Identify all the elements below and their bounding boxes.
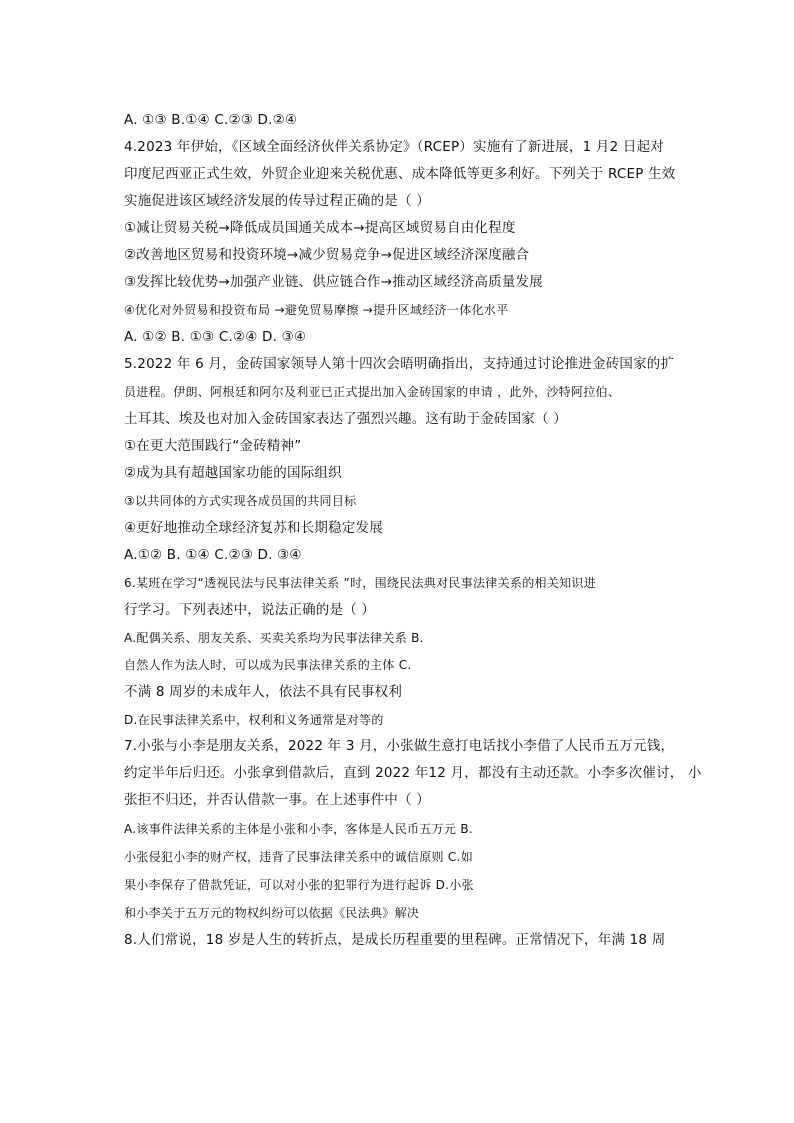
q4-stem-line-1: 4.2023 年伊始，《区域全面经济伙伴关系协定》（RCEP）实施有了新进展，1 月2 日起对	[124, 139, 664, 155]
q4-option-3: ③发挥比较优势→加强产业链、供应链合作→推动区域经济高质量发展	[124, 274, 543, 290]
q5-answer-options: A.①② B. ①④ C.②③ D. ③④	[124, 547, 302, 563]
q6-option-b: 自然人作为法人时，可以成为民事法律关系的主体 C.	[124, 658, 412, 672]
q7-stem-line-3: 张拒不归还，并否认借款一事。在上述事件中（ ）	[124, 792, 430, 808]
q5-option-2: ②成为具有超越国家功能的国际组织	[124, 465, 342, 481]
q7-option-a: A.该事件法律关系的主体是小张和小李，客体是人民币五万元 B.	[124, 822, 473, 836]
q3-answer-options: A. ①③ B.①④ C.②③ D.②④	[124, 112, 298, 128]
q5-stem-line-2: 员进程。伊朗、阿根廷和阿尔及利亚已正式提出加入金砖国家的申请 ，此外，沙特阿拉伯、	[124, 385, 621, 399]
q5-option-3: ③以共同体的方式实现各成员国的共同目标	[124, 494, 357, 508]
q4-answer-options: A. ①② B. ①③ C.②④ D. ③④	[124, 329, 307, 345]
q8-stem-line-1: 8.人们常说，18 岁是人生的转折点，是成长历程重要的里程碑。正常情况下，年满 18 周	[124, 932, 666, 948]
q4-stem-line-3: 实施促进该区域经济发展的传导过程正确的是（ ）	[124, 193, 430, 209]
q6-option-a: A.配偶关系、朋友关系、买卖关系均为民事法律关系 B.	[124, 631, 424, 645]
q4-option-2: ②改善地区贸易和投资环境→减少贸易竞争→促进区域经济深度融合	[124, 247, 530, 263]
q5-stem-line-3: 土耳其、埃及也对加入金砖国家表达了强烈兴趣。这有助于金砖国家（ ）	[124, 411, 567, 427]
q6-stem-line-1: 6.某班在学习“透视民法与民事法律关系 ”时，围绕民法典对民事法律关系的相关知识进	[124, 576, 597, 590]
q4-option-4: ④优化对外贸易和投资布局 →避免贸易摩擦 →提升区域经济一体化水平	[124, 303, 509, 317]
q7-stem-line-2: 约定半年后归还。小张拿到借款后，直到 2022 年12 月，都没有主动还款。小李多次催讨， 小	[124, 765, 702, 781]
q4-stem-line-2: 印度尼西亚正式生效，外贸企业迎来关税优惠、成本降低等更多利好。下列关于 RCEP 生效	[124, 166, 676, 182]
q7-stem-line-1: 7.小张与小李是朋友关系，2022 年 3 月，小张做生意打电话找小李借了人民币五万元钱，	[124, 738, 675, 754]
q6-stem-line-2: 行学习。下列表述中，说法正确的是（ ）	[124, 602, 376, 618]
q7-option-b: 小张侵犯小李的财产权，违背了民事法律关系中的诚信原则 C.如	[124, 850, 474, 864]
q7-option-c: 果小李保存了借款凭证，可以对小张的犯罪行为进行起诉 D.小张	[124, 878, 474, 892]
q4-option-1: ①减让贸易关税→降低成员国通关成本→提高区域贸易自由化程度	[124, 220, 516, 236]
q5-stem-line-1: 5.2022 年 6 月，金砖国家领导人第十四次会晤明确指出，支持通过讨论推进金砖国家的扩	[124, 356, 675, 372]
q5-option-4: ④更好地推动全球经济复苏和长期稳定发展	[124, 520, 383, 536]
q6-option-d: D.在民事法律关系中，权利和义务通常是对等的	[124, 713, 384, 727]
q7-option-d: 和小李关于五万元的物权纠纷可以依据《民法典》解决	[124, 906, 420, 920]
q6-option-c: 不满 8 周岁的未成年人，依法不具有民事权利	[124, 684, 403, 700]
q5-option-1: ①在更大范围践行“金砖精神”	[124, 438, 302, 454]
